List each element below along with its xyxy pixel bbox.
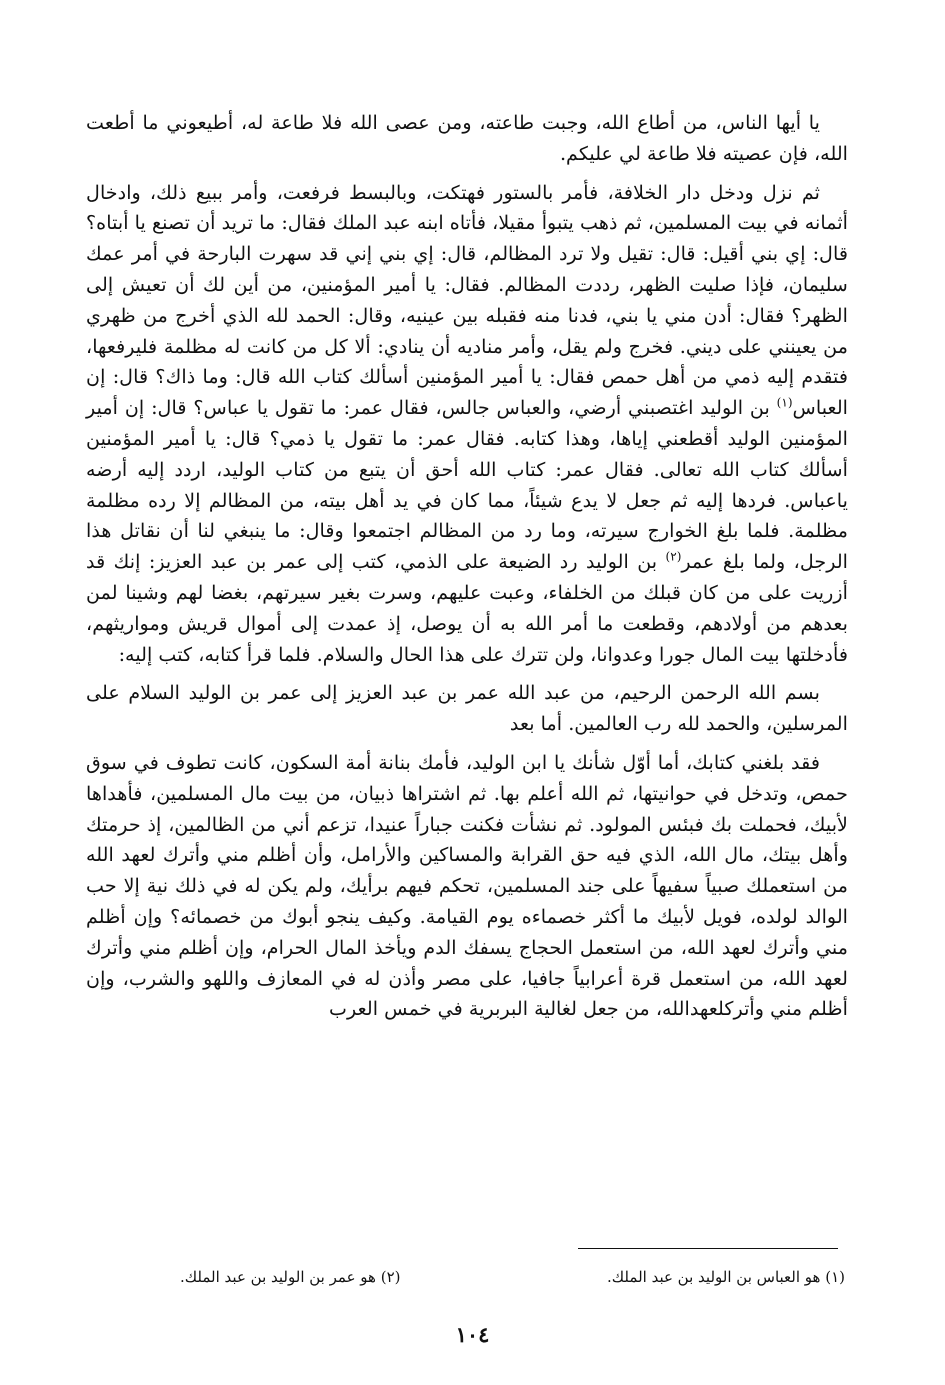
paragraph-letter-body: فقد بلغني كتابك، أما أوّل شأنك يا ابن الوليد، فأمك بنانة أمة السكون، كانت تطوف في سوق حمص، وتدخل في حوانيتها، ثم الله أعلم بها. ثم اشتراها ذبيان، من بيت مال المسلمين، فأهداها لأبيك، فحملت بك فبئس المولود. ثم نشأت فكنت جباراً عنيدا، تزعم أني من الظالمين، إذ حرمتك وأهل بيتك، مال الله، الذي فيه حق القرابة والمساكين والأرامل، وأن أظلم مني وأترك لعهد الله من استعملك صبياً سفيهاً على جند المسلمين، تحكم فيهم برأيك، ولم يكن له في ذلك نية إلا حب الوالد لولده، فويل لأبيك ما أكثر خصماءه يوم القيامة. وكيف ينجو أبوك من خصمائه؟ وإن أظلم مني وأترك لعهد الله، من استعمل الحجاج يسفك الدم ويأخذ المال الحرام، وإن أظلم مني وأترك لعهد الله، من استعمل قرة أعرابياً جافيا، على مصر وأذن له في المعازف واللهو والشرب، وإن أظلم مني وأتركلعهدالله، من جعل لغالية البربرية في خمس العرب xyxy=(86,750,848,1021)
narrative-text-part-3: بن الوليد رد الضيعة على الذمي، كتب إلى عمر بن عبد العزيز: إنك قد أزريت على من كان قبلك من الخلفاء، وعبت عليهم، وسرت بغير سيرتهم، بغضا لهم وشينا لمن بعدهم من أولادهم، وقطعت ما أمر الله به أن يوصل، إذ عمدت إلى أموال قريش ومواريثهم، فأدخلتها بيت المال جورا وعدوانا، ولن تترك على هذا الحال والسلام. فلما قرأ كتابه، كتب إليه: xyxy=(86,550,848,666)
paragraph-sermon: يا أيها الناس، من أطاع الله، وجبت طاعته، ومن عصى الله فلا طاعة له، أطيعوني ما أطعت الله، فإن عصيته فلا طاعة لي عليكم. xyxy=(86,111,848,165)
narrative-text-part-2: بن الوليد اغتصبني أرضي، والعباس جالس، فقال عمر: ما تقول يا عباس؟ قال: إن أمير المؤمنين الوليد أقطعني إياها، وهذا كتابه. فقال عمر: ما تقول يا ذمي؟ قال: يا أمير المؤمنين أسألك كتاب الله تعالى. فقال عمر: كتاب الله أحق أن يتبع من كتاب الوليد، اردد إليه أرضه ياعباس. فردها إليه ثم جعل لا يدع شيئاً، مما كان في يد أهل بيته، من المظالم إلا رده مظلمة مظلمة. فلما بلغ الخوارج سيرته، وما رد من المظالم اجتمعوا وقال: ما ينبغي لنا أن نقاتل هذا الرجل، ولما بلغ عمر xyxy=(86,396,848,574)
footnotes xyxy=(180,1266,845,1288)
paragraph-narrative xyxy=(86,178,848,671)
footnote-ref-2: (٢) xyxy=(665,549,682,564)
footnote-2: (٢) هو عمر بن الوليد بن عبد الملك. xyxy=(180,1268,401,1286)
main-text xyxy=(86,108,848,1025)
narrative-text-part-1: ثم نزل ودخل دار الخلافة، فأمر بالستور فهتكت، وبالبسط فرفعت، وأمر ببيع ذلك، وادخال أثمانه في بيت المسلمين، ثم ذهب يتبوأ مقيلا، فأتاه ابنه عبد الملك فقال: ما تريد أن تصنع يا أبتاه؟ قال: إي بني أقيل: قال: تقيل ولا ترد المظالم، قال: إي بني إني قد سهرت البارحة في أمر عمك سليمان، فإذا صليت الظهر، رددت المظالم. فقال: يا أمير المؤمنين، من أين لك أن تعيش إلى الظهر؟ فقال: أدن مني يا بني، فدنا منه فقبله بين عينيه، وقال: الحمد لله الذي أخرج من ظهري من يعينني على ديني. فخرج ولم يقل، وأمر مناديه أن ينادي: ألا كل من كانت له مظلمة فليرفعها، فتقدم إليه ذمي من أهل حمص فقال: يا أمير المؤمنين أسألك كتاب الله قال: وما ذاك؟ قال: إن العباس xyxy=(86,180,848,420)
footnote-1: (١) هو العباس بن الوليد بن عبد الملك. xyxy=(607,1268,845,1286)
paragraph-letter-opening: بسم الله الرحمن الرحيم، من عبد الله عمر بن عبد العزيز إلى عمر بن الوليد السلام على المرسلين، والحمد لله رب العالمين. أما بعد xyxy=(86,681,848,736)
footnote-ref-1: (١) xyxy=(776,395,793,410)
footnote-divider xyxy=(578,1248,838,1249)
page-number: ١٠٤ xyxy=(455,1322,490,1347)
